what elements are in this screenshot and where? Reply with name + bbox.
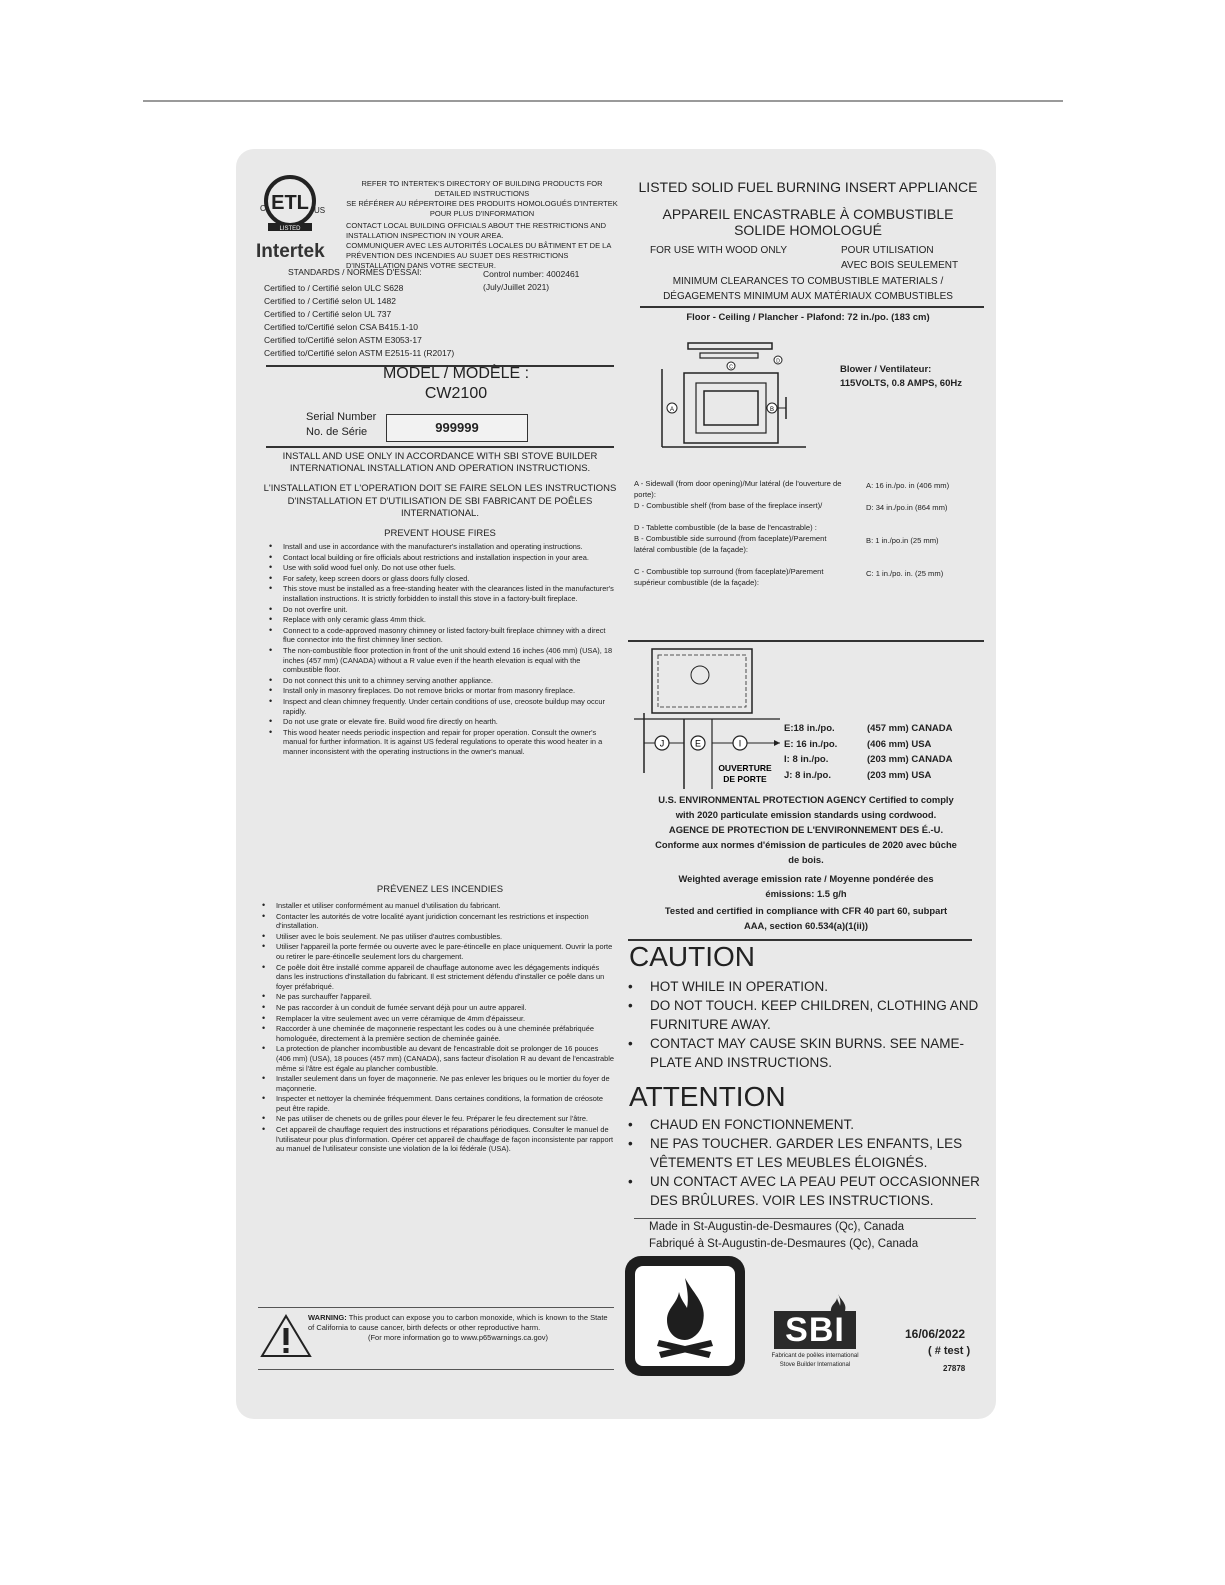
warning-label: WARNING: xyxy=(308,1313,347,1322)
prevent-item: • For safety, keep screen doors or glass doors fully closed. xyxy=(283,574,614,584)
diagram-letter-c: C xyxy=(729,364,733,371)
attention-item: • UN CONTACT AVEC LA PEAU PEUT OCCASIONNER DES BRÛLURES. VOIR LES INSTRUCTIONS. xyxy=(650,1172,986,1210)
epa-line: de bois. xyxy=(788,854,824,865)
install-instructions-fr: L'INSTALLATION ET L'OPERATION DOIT SE FAIRE SELON LES INSTRUCTIONS D'INSTALLATION ET D'UTILISATION DE SBI FABRICANT DE POÊLES INTERNATIONAL. xyxy=(263,483,617,519)
svg-text:ETL: ETL xyxy=(271,192,309,214)
prevenez-item: • Remplacer la vitre seulement avec un verre céramique de 4mm d'épaisseur. xyxy=(276,1014,614,1024)
prevenez-item: • Ce poêle doit être installé comme appareil de chauffage autonome avec les dégagements indiqués dans les instructions d'installation du fabricant. Il est strictement défendu d'installer ce poêle dans un foyer préfabriqué. xyxy=(276,963,614,992)
made-fr: Fabriqué à St-Augustin-de-Desmaures (Qc), Canada xyxy=(649,1238,919,1250)
ouverture-2: DE PORTE xyxy=(723,774,767,784)
prevent-item: • Connect to a code-approved masonry chimney or listed factory-built fireplace chimney with a direct flue connector into the first chimney liner section. xyxy=(283,626,614,645)
hearth-diagram xyxy=(630,643,810,791)
caution-title: CAUTION xyxy=(629,941,755,972)
serial-number-box xyxy=(386,414,528,442)
prevent-item: • Install only in masonry fireplaces. Do not remove bricks or mortar from masonry fireplace. xyxy=(283,686,614,696)
sbi-logo: SBI xyxy=(774,1311,856,1349)
warning-text: This product can expose you to carbon monoxide, which is known to the State of California to cause cancer, birth defects or other reproductive harm. xyxy=(308,1313,608,1332)
attention-list xyxy=(624,1115,986,1210)
prevenez-item: • Utiliser avec le bois seulement. Ne pas utiliser d'autres combustibles. xyxy=(276,932,614,942)
sbi-sub-2: Stove Builder International xyxy=(779,1362,851,1368)
floor-ceiling: Floor - Ceiling / Plancher - Plafond: 72 in./po. (183 cm) xyxy=(686,312,930,323)
clearance-desc: D - Combustible shelf (from base of the fireplace insert)/ xyxy=(634,501,823,510)
ouverture-1: OUVERTURE xyxy=(718,763,772,773)
cert-item: Certified to/Certifié selon ASTM E3053-17 xyxy=(264,335,422,345)
label-code: 27878 xyxy=(943,1364,966,1373)
clearances-table xyxy=(634,479,984,600)
cert-item: Certified to/Certifié selon CSA B415.1-10 xyxy=(264,322,419,332)
clearance-value: D: 34 in./po.in (864 mm) xyxy=(866,503,948,512)
prevenez-item: • Installer seulement dans un foyer de maçonnerie. Ne pas enlever les briques ou le mortier du foyer de maçonnerie. xyxy=(276,1074,614,1093)
warning-triangle-icon xyxy=(260,1313,312,1359)
hearth-b: (457 mm) CANADA xyxy=(867,723,953,734)
model-label: MODEL / MODÈLE : xyxy=(382,365,530,382)
hearth-b: (203 mm) USA xyxy=(867,769,932,781)
refer-line-1: REFER TO INTERTEK'S DIRECTORY OF BUILDING PRODUCTS FOR DETAILED INSTRUCTIONS xyxy=(361,179,603,198)
hearth-letter-e: E xyxy=(694,738,702,749)
clearance-desc: D - Tablette combustible (de la base de l'encastrable) : xyxy=(634,523,817,532)
title-fr-2: SOLIDE HOMOLOGUÉ xyxy=(734,222,882,238)
prevenez-item: • Inspecter et nettoyer la cheminée fréquemment. Dans certaines conditions, la formation de créosote peut être rapide. xyxy=(276,1094,614,1113)
attention-item: • NE PAS TOUCHER. GARDER LES ENFANTS, LES VÊTEMENTS ET LES MEUBLES ÉLOIGNÉS. xyxy=(650,1134,986,1172)
serial-value: 999999 xyxy=(435,420,479,435)
epa-line: U.S. ENVIRONMENTAL PROTECTION AGENCY Certified to comply xyxy=(658,794,954,805)
epa-line: with 2020 particulate emission standards using cordwood. xyxy=(675,809,937,820)
clearance-diagram xyxy=(654,339,814,449)
epa-line: AAA, section 60.534(a)(1(ii)) xyxy=(744,920,868,931)
epa-statement xyxy=(624,792,988,933)
use-en: FOR USE WITH WOOD ONLY xyxy=(650,245,788,256)
prevenez-item: • Utiliser l'appareil la porte fermée ou ouverte avec le pare-étincelle en place uniquement. Ouvrir la porte ou retirer le pare-étincelle seulement lors du chargement. xyxy=(276,942,614,961)
hearth-b: (203 mm) CANADA xyxy=(867,754,953,765)
blower-1: Blower / Ventilateur: xyxy=(840,364,932,375)
diagram-letter-b: B xyxy=(769,407,775,413)
serial-label-en: Serial Number xyxy=(306,411,377,423)
prevent-item: • Do not use grate or elevate fire. Build wood fire directly on hearth. xyxy=(283,717,614,727)
prevent-item: • Install and use in accordance with the manufacturer's installation and operating instructions. xyxy=(283,542,614,552)
prevenez-item: • Installer et utiliser conformément au manuel d'utilisation du fabricant. xyxy=(276,901,614,911)
epa-line: AGENCE DE PROTECTION DE L'ENVIRONNEMENT DES É.-U. xyxy=(668,824,944,835)
prevent-item: • This wood heater needs periodic inspection and repair for proper operation. Consult the owner's manual for further information. It is against US federal regulations to operate this wood heater in a manner inconsistent with the operating instructions in the owner's manual. xyxy=(283,728,614,757)
sbi-sub-1: Fabricant de poêles international xyxy=(771,1353,859,1359)
prevenez-item: • Ne pas surchauffer l'appareil. xyxy=(276,992,614,1002)
use-fr-1: POUR UTILISATION xyxy=(841,245,934,256)
prevenez-item: • Contacter les autorités de votre localité ayant juridiction concernant les restrictions et inspection d'installation. xyxy=(276,912,614,931)
clearance-value: C: 1 in./po. in. (25 mm) xyxy=(866,569,944,578)
prevent-item: • Do not connect this unit to a chimney serving another appliance. xyxy=(283,676,614,686)
hearth-a: I: 8 in./po. xyxy=(784,754,829,765)
prevenez-item: • Cet appareil de chauffage requiert des instructions et réparations périodiques. Consulter le manuel de l'utilisateur pour plus d'information. Opérer cet appareil de chauffage de façon inconsistente par rapport au manuel de l'utilisateur consiste une violation de la loi fédérale (USA). xyxy=(276,1125,614,1154)
use-fr-2: AVEC BOIS SEULEMENT xyxy=(841,260,959,271)
made-en: Made in St-Augustin-de-Desmaures (Qc), Canada xyxy=(649,1221,905,1233)
prevenez-list xyxy=(258,901,614,1155)
caution-item: • DO NOT TOUCH. KEEP CHILDREN, CLOTHING AND FURNITURE AWAY. xyxy=(650,996,986,1034)
hearth-a: J: 8 in./po. xyxy=(784,769,831,781)
prevent-item: • This stove must be installed as a free-standing heater with the clearances listed in the manufacturer's installation instructions. It is strictly forbidden to install this stove in a factory-built fireplace. xyxy=(283,584,614,603)
title-fr-1: APPAREIL ENCASTRABLE À COMBUSTIBLE xyxy=(662,206,954,222)
hearth-a: E: 16 in./po. xyxy=(784,738,838,750)
prevenez-item: • La protection de plancher incombustible au devant de l'encastrable doit se prolonger de 16 pouces (406 mm) (USA), 18 pouces (457 mm) (CANADA), sans facteur d'isolation R au devant de l'encastrable même si l'âtre est égale au plancher combustible. xyxy=(276,1044,614,1073)
standards-heading: STANDARDS / NORMES D'ESSAI: xyxy=(288,267,422,277)
attention-title: ATTENTION xyxy=(629,1081,786,1112)
epa-line: émissions: 1.5 g/h xyxy=(765,888,847,899)
clearance-desc: A - Sidewall (from door opening)/Mur latéral (de l'ouverture de porte): xyxy=(634,479,842,499)
svg-text:LISTED: LISTED xyxy=(279,226,301,232)
clearance-desc: B - Combustible side surround (from faceplate)/Parement latéral combustible (de la façade): xyxy=(634,534,827,554)
serial-label-fr: No. de Série xyxy=(306,426,368,438)
prevenez-item: • Raccorder à une cheminée de maçonnerie respectant les codes ou à une cheminée préfabriquée homologuée, directement à la première section de cheminée gainée. xyxy=(276,1024,614,1043)
diagram-letter-d: D xyxy=(776,358,780,365)
svg-text:C: C xyxy=(260,204,266,213)
scan-top-line xyxy=(143,100,1063,102)
rating-label xyxy=(236,149,996,1419)
refer-line-2: SE RÉFÉRER AU RÉPERTOIRE DES PRODUITS HOMOLOGUÉS D'INTERTEK POUR PLUS D'INFORMATION xyxy=(346,199,618,218)
clearance-desc: C - Combustible top surround (from faceplate)/Parement supérieur combustible (de la façade): xyxy=(634,567,824,587)
intertek-brand: Intertek xyxy=(256,241,325,262)
diagram-letter-a: A xyxy=(669,407,675,413)
label-date: 16/06/2022 xyxy=(905,1327,966,1341)
clearances-fr: DÉGAGEMENTS MINIMUM AUX MATÉRIAUX COMBUSTIBLES xyxy=(663,291,953,302)
fire-warning-icon xyxy=(625,1256,745,1376)
control-date: (July/Juillet 2021) xyxy=(483,282,550,292)
prevent-item: • Use with solid wood fuel only. Do not use other fuels. xyxy=(283,563,614,573)
refer-line-4: COMMUNIQUER AVEC LES AUTORITÉS LOCALES DU BÂTIMENT ET DE LA PRÉVENTION DES INCENDIES AU SUJET DES RESTRICTIONS D'INSTALLATION DANS VOTRE SECTEUR. xyxy=(346,241,611,270)
caution-item: • HOT WHILE IN OPERATION. xyxy=(650,977,986,996)
prevent-list xyxy=(265,542,614,757)
control-number: Control number: 4002461 xyxy=(483,269,580,279)
clearance-value: A: 16 in./po. in (406 mm) xyxy=(866,481,950,490)
hearth-letter-j: J xyxy=(659,738,665,749)
title-en: LISTED SOLID FUEL BURNING INSERT APPLIANCE xyxy=(638,179,978,195)
etl-logo xyxy=(256,171,324,239)
prevenez-item: • Ne pas raccorder à un conduit de fumée servant déjà pour un autre appareil. xyxy=(276,1003,614,1013)
prevent-item: • Replace with only ceramic glass 4mm thick. xyxy=(283,615,614,625)
model-value: CW2100 xyxy=(424,385,488,402)
install-instructions-en: INSTALL AND USE ONLY IN ACCORDANCE WITH SBI STOVE BUILDER INTERNATIONAL INSTALLATION AND OPERATION INSTRUCTIONS. xyxy=(282,451,598,474)
epa-line: Tested and certified in compliance with CFR 40 part 60, subpart xyxy=(664,905,948,916)
clearance-value: B: 1 in./po.in (25 mm) xyxy=(866,536,939,545)
clearances-en: MINIMUM CLEARANCES TO COMBUSTIBLE MATERIALS / xyxy=(672,276,944,287)
prevenez-heading: PRÉVENEZ LES INCENDIES xyxy=(376,884,504,895)
prevent-item: • The non-combustible floor protection in front of the unit should extend 16 inches (406 mm) (USA), 18 inches (457 mm) (CANADA) without a R value even if the hearth elevation is equal with the combustible floor. xyxy=(283,646,614,675)
prevent-heading: PREVENT HOUSE FIRES xyxy=(384,528,496,539)
hearth-b: (406 mm) USA xyxy=(867,738,932,750)
prevent-item: • Do not overfire unit. xyxy=(283,605,614,615)
caution-item: • CONTACT MAY CAUSE SKIN BURNS. SEE NAME-PLATE AND INSTRUCTIONS. xyxy=(650,1034,986,1072)
certifications-list xyxy=(264,282,454,360)
blower-2: 115VOLTS, 0.8 AMPS, 60Hz xyxy=(840,378,962,389)
cert-item: Certified to / Certifié selon UL 1482 xyxy=(264,296,396,306)
label-test: ( # test ) xyxy=(928,1345,971,1357)
attention-item: • CHAUD EN FONCTIONNEMENT. xyxy=(650,1115,986,1134)
warning-more: (For more information go to www.p65warnings.ca.gov) xyxy=(367,1333,549,1342)
cert-item: Certified to/Certifié selon ASTM E2515-11 (R2017) xyxy=(264,348,455,358)
prevent-item: • Inspect and clean chimney frequently. Under certain conditions of use, creosote buildup may occur rapidly. xyxy=(283,697,614,716)
hearth-a: E:18 in./po. xyxy=(784,723,835,734)
cert-item: Certified to / Certifié selon UL 737 xyxy=(264,309,392,319)
cert-item: Certified to / Certifié selon ULC S628 xyxy=(264,283,404,293)
hearth-letter-i: I xyxy=(738,738,742,749)
epa-line: Weighted average emission rate / Moyenne pondérée des xyxy=(678,873,934,884)
refer-line-3: CONTACT LOCAL BUILDING OFFICIALS ABOUT THE RESTRICTIONS AND INSTALLATION INSPECTION IN YOUR AREA. xyxy=(346,221,607,240)
svg-text:US: US xyxy=(314,206,326,215)
caution-list xyxy=(624,977,986,1072)
hearth-table xyxy=(784,721,953,783)
prevenez-item: • Ne pas utiliser de chenets ou de grilles pour élever le feu. Préparer le feu directement sur l'âtre. xyxy=(276,1114,614,1124)
prevent-item: • Contact local building or fire officials about restrictions and installation inspection in your area. xyxy=(283,553,614,563)
epa-line: Conforme aux normes d'émission de particules de 2020 avec bûche xyxy=(655,839,957,850)
